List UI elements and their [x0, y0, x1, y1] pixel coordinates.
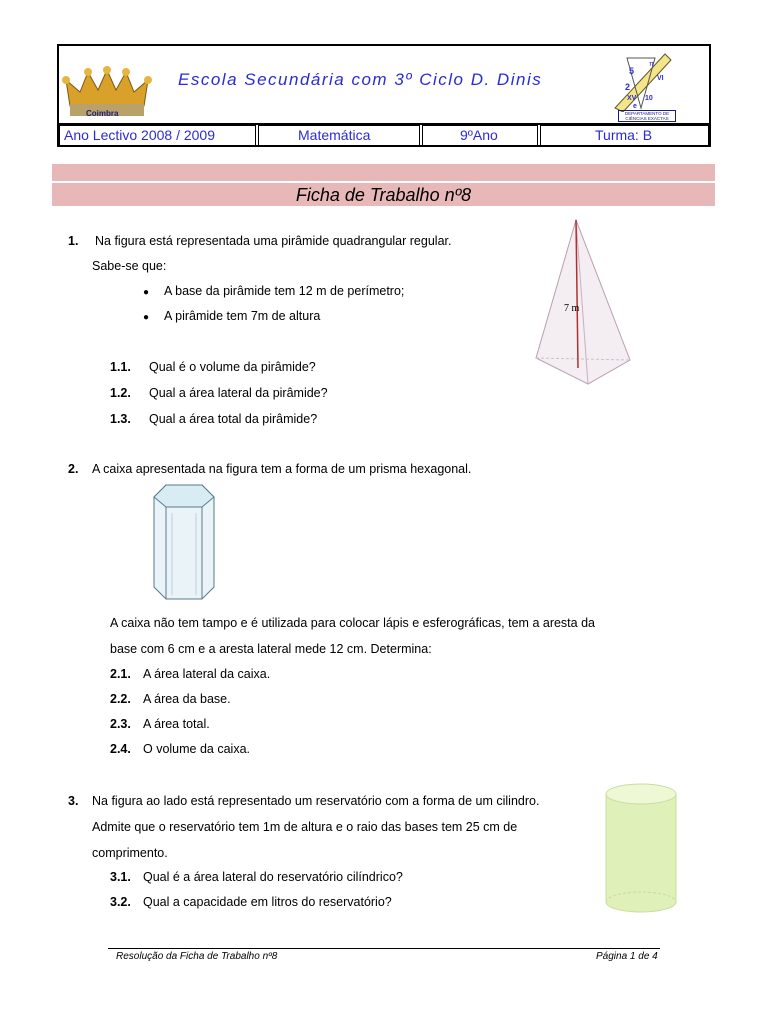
q1-1-number: 1.1.: [110, 360, 131, 374]
q2-4-number: 2.4.: [110, 742, 131, 756]
q2-2-number: 2.2.: [110, 692, 131, 706]
hexagonal-prism-figure: [150, 483, 218, 601]
footer-divider: [108, 948, 660, 949]
q3-line-3: comprimento.: [92, 846, 168, 860]
svg-text:2: 2: [625, 82, 631, 92]
school-name: Escola Secundária com 3º Ciclo D. Dinis: [178, 70, 543, 89]
q3-number: 3.: [68, 794, 79, 808]
bullet-icon: ●: [143, 287, 150, 298]
svg-text:VI: VI: [657, 75, 664, 82]
bullet-icon: ●: [143, 312, 150, 323]
q2-paragraph-line-1: A caixa não tem tampo e é utilizada para colocar lápis e esferográficas, tem a aresta da: [110, 616, 595, 630]
svg-text:π: π: [649, 61, 654, 68]
pyramid-height-label: 7 m: [564, 303, 580, 314]
subject: Matemática: [298, 127, 371, 143]
footer-page-number: Página 1 de 4: [596, 951, 658, 962]
q3-line-1: Na figura ao lado está representado um reservatório com a forma de um cilindro.: [92, 794, 540, 808]
q1-bullet-2: A pirâmide tem 7m de altura: [164, 309, 321, 323]
q1-1-text: Qual é o volume da pirâmide?: [149, 360, 316, 374]
title-band-top: [52, 164, 715, 181]
q3-line-2: Admite que o reservatório tem 1m de altura e o raio das bases tem 25 cm de: [92, 820, 518, 834]
class-label: Turma: B: [595, 127, 653, 143]
q2-1-text: A área lateral da caixa.: [143, 667, 271, 681]
svg-text:5: 5: [629, 66, 635, 76]
svg-text:10: 10: [645, 95, 653, 102]
q2-number: 2.: [68, 462, 79, 476]
q1-bullet-1: A base da pirâmide tem 12 m de perímetro;: [164, 284, 405, 298]
q1-intro: Sabe-se que:: [92, 259, 167, 273]
department-logo: [605, 50, 677, 112]
logo-right-text: DEPARTAMENTO DE CIÊNCIAS EXACTAS: [618, 110, 676, 122]
q3-1-text: Qual é a área lateral do reservatório cilíndrico?: [143, 870, 403, 884]
footer-title: Resolução da Ficha de Trabalho nº8: [116, 951, 278, 962]
svg-text:e: e: [633, 103, 637, 110]
q3-2-text: Qual a capacidade em litros do reservatório?: [143, 895, 392, 909]
q2-4-text: O volume da caixa.: [143, 742, 250, 756]
q2-paragraph-line-2: base com 6 cm e a aresta lateral mede 12 cm. Determina:: [110, 642, 432, 656]
q3-2-number: 3.2.: [110, 895, 131, 909]
worksheet-title: Ficha de Trabalho nº8: [295, 185, 472, 205]
cylinder-figure: [604, 782, 678, 916]
pyramid-figure: [532, 216, 632, 388]
grade: 9ºAno: [460, 127, 498, 143]
q1-2-number: 1.2.: [110, 386, 131, 400]
q2-2-text: A área da base.: [143, 692, 231, 706]
q2-3-text: A área total.: [143, 717, 210, 731]
q2-3-number: 2.3.: [110, 717, 131, 731]
q3-1-number: 3.1.: [110, 870, 131, 884]
q1-2-text: Qual a área lateral da pirâmide?: [149, 386, 328, 400]
q2-1-number: 2.1.: [110, 667, 131, 681]
q2-text: A caixa apresentada na figura tem a forma de um prisma hexagonal.: [92, 462, 472, 476]
logo-left-text: Coimbra: [86, 109, 119, 118]
q1-number: 1.: [68, 234, 79, 248]
q1-3-number: 1.3.: [110, 412, 131, 426]
q1-3-text: Qual a área total da pirâmide?: [149, 412, 318, 426]
school-year: Ano Lectivo 2008 / 2009: [64, 127, 216, 143]
svg-text:XV: XV: [627, 95, 637, 102]
q1-text: Na figura está representada uma pirâmide quadrangular regular.: [95, 234, 452, 248]
